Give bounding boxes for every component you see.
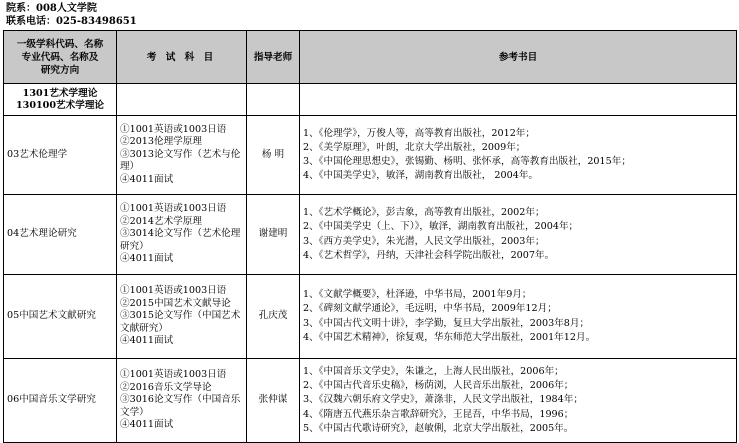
exam-subjects xyxy=(117,195,247,275)
reference-books xyxy=(300,275,737,359)
supervisor: 谢建明 xyxy=(247,195,300,275)
catalog-table xyxy=(3,30,737,443)
col-header-direction xyxy=(4,31,117,84)
col-header-direction-line: 一级学科代码、名称 xyxy=(16,38,104,50)
exam-subject: ②2016音乐文学导论 xyxy=(120,381,212,393)
exam-subject: ③3016论文写作（中国音乐文学） xyxy=(120,394,241,418)
col-header-subjects: 考 试 科 目 xyxy=(117,31,247,84)
book-entry: 2、《碑刻文献学通论》，毛远明，中华书局，2009年12月； xyxy=(303,303,557,315)
book-entry: 5、《中国古代歌诗研究》，赵敏俐，北京大学出版社，2005年。 xyxy=(303,422,574,434)
book-entry: 2、《中国古代音乐史稿》，杨荫浏，人民音乐出版社，2006年； xyxy=(303,380,574,392)
empty-cell xyxy=(117,84,247,116)
supervisor: 杨 明 xyxy=(247,116,300,195)
phone-label: 联系电话：025-83498651 xyxy=(6,16,137,27)
reference-books xyxy=(300,195,737,275)
reference-books xyxy=(300,359,737,443)
research-direction: 04艺术理论研究 xyxy=(4,195,117,275)
exam-subject: ③3014论文写作（艺术伦理研究） xyxy=(120,228,241,252)
supervisor: 孔庆茂 xyxy=(247,275,300,359)
table-row xyxy=(4,275,737,359)
exam-subject: ①1001英语或1003日语 xyxy=(120,285,227,297)
book-entry: 1、《文献学概要》，杜泽逊，中华书局，2001年9月； xyxy=(303,289,532,301)
book-entry: 4、《中国艺术精神》，徐复观，华东师范大学出版社，2001年12月。 xyxy=(303,331,596,343)
header-row xyxy=(4,31,737,84)
exam-subject: ③3015论文写作（中国艺术文献研究） xyxy=(120,310,241,334)
book-entry: 1、《伦理学》，万俊人等，高等教育出版社，2012年； xyxy=(303,127,535,139)
section-line-2: 130100艺术学理论 xyxy=(15,99,105,111)
exam-subject: ④4011面试 xyxy=(120,419,174,431)
book-entry: 3、《中国古代文明十讲》，李学勤，复旦大学出版社，2003年8月； xyxy=(303,317,590,329)
section-row xyxy=(4,84,737,116)
book-entry: 2、《中国美学史（上、下）》，敏泽，湖南教育出版社，2004年； xyxy=(303,221,579,233)
exam-subject: ②2013伦理学原理 xyxy=(120,136,202,148)
exam-subjects xyxy=(117,116,247,195)
col-header-teacher: 指导老师 xyxy=(247,31,300,84)
table-row xyxy=(4,116,737,195)
section-title xyxy=(4,84,117,116)
book-entry: 4、《隋唐五代燕乐杂言歌辞研究》，王昆吾，中华书局，1996； xyxy=(303,408,574,420)
book-entry: 4、《艺术哲学》，丹纳，天津社会科学院出版社，2007年。 xyxy=(303,249,555,261)
book-entry: 1、《艺术学概论》，彭吉象，高等教育出版社，2002年； xyxy=(303,207,545,219)
exam-subject: ①1001英语或1003日语 xyxy=(120,369,227,381)
exam-subjects xyxy=(117,359,247,443)
exam-subject: ①1001英语或1003日语 xyxy=(120,123,227,135)
book-entry: 1、《中国音乐文学史》，朱谦之，上海人民出版社，2006年； xyxy=(303,365,564,377)
empty-cell xyxy=(300,84,737,116)
research-direction: 06中国音乐文学研究 xyxy=(4,359,117,443)
supervisor: 张仲谋 xyxy=(247,359,300,443)
exam-subject: ②2014艺术学原理 xyxy=(120,215,202,227)
table-row xyxy=(4,359,737,443)
exam-subject: ④4011面试 xyxy=(120,253,174,265)
exam-subjects xyxy=(117,275,247,359)
col-header-direction-line: 研究方向 xyxy=(40,64,80,76)
exam-subject: ①1001英语或1003日语 xyxy=(120,203,227,215)
book-entry: 2、《美学原理》，叶朗，北京大学出版社，2009年； xyxy=(303,141,526,153)
exam-subject: ②2015中国艺术文献导论 xyxy=(120,297,231,309)
col-header-books: 参考书目 xyxy=(300,31,737,84)
book-entry: 4、《中国美学史》，敏泽，湖南教育出版社， 2004年。 xyxy=(303,170,539,182)
section-line-1: 1301艺术学理论 xyxy=(22,87,98,99)
book-entry: 3、《中国伦理思想史》，张锡勤、杨明、张怀承，高等教育出版社，2015年； xyxy=(303,156,631,167)
research-direction: 03艺术伦理学 xyxy=(4,116,117,195)
exam-subject: ④4011面试 xyxy=(120,335,174,347)
empty-cell xyxy=(247,84,300,116)
exam-subject: ④4011面试 xyxy=(120,173,174,185)
table-row xyxy=(4,195,737,275)
reference-books xyxy=(300,116,737,195)
research-direction: 05中国艺术文献研究 xyxy=(4,275,117,359)
book-entry: 3、《西方美学史》，朱光潜，人民文学出版社，2003年； xyxy=(303,235,545,247)
book-entry: 3、《汉魏六朝乐府文学史》，萧涤非，人民文学出版社，1984年； xyxy=(303,394,583,406)
college-label: 院系：008人文学院 xyxy=(6,3,97,14)
col-header-direction-line: 专业代码、名称及 xyxy=(21,51,99,63)
exam-subject: ③3013论文写作（艺术与伦理） xyxy=(120,148,241,173)
